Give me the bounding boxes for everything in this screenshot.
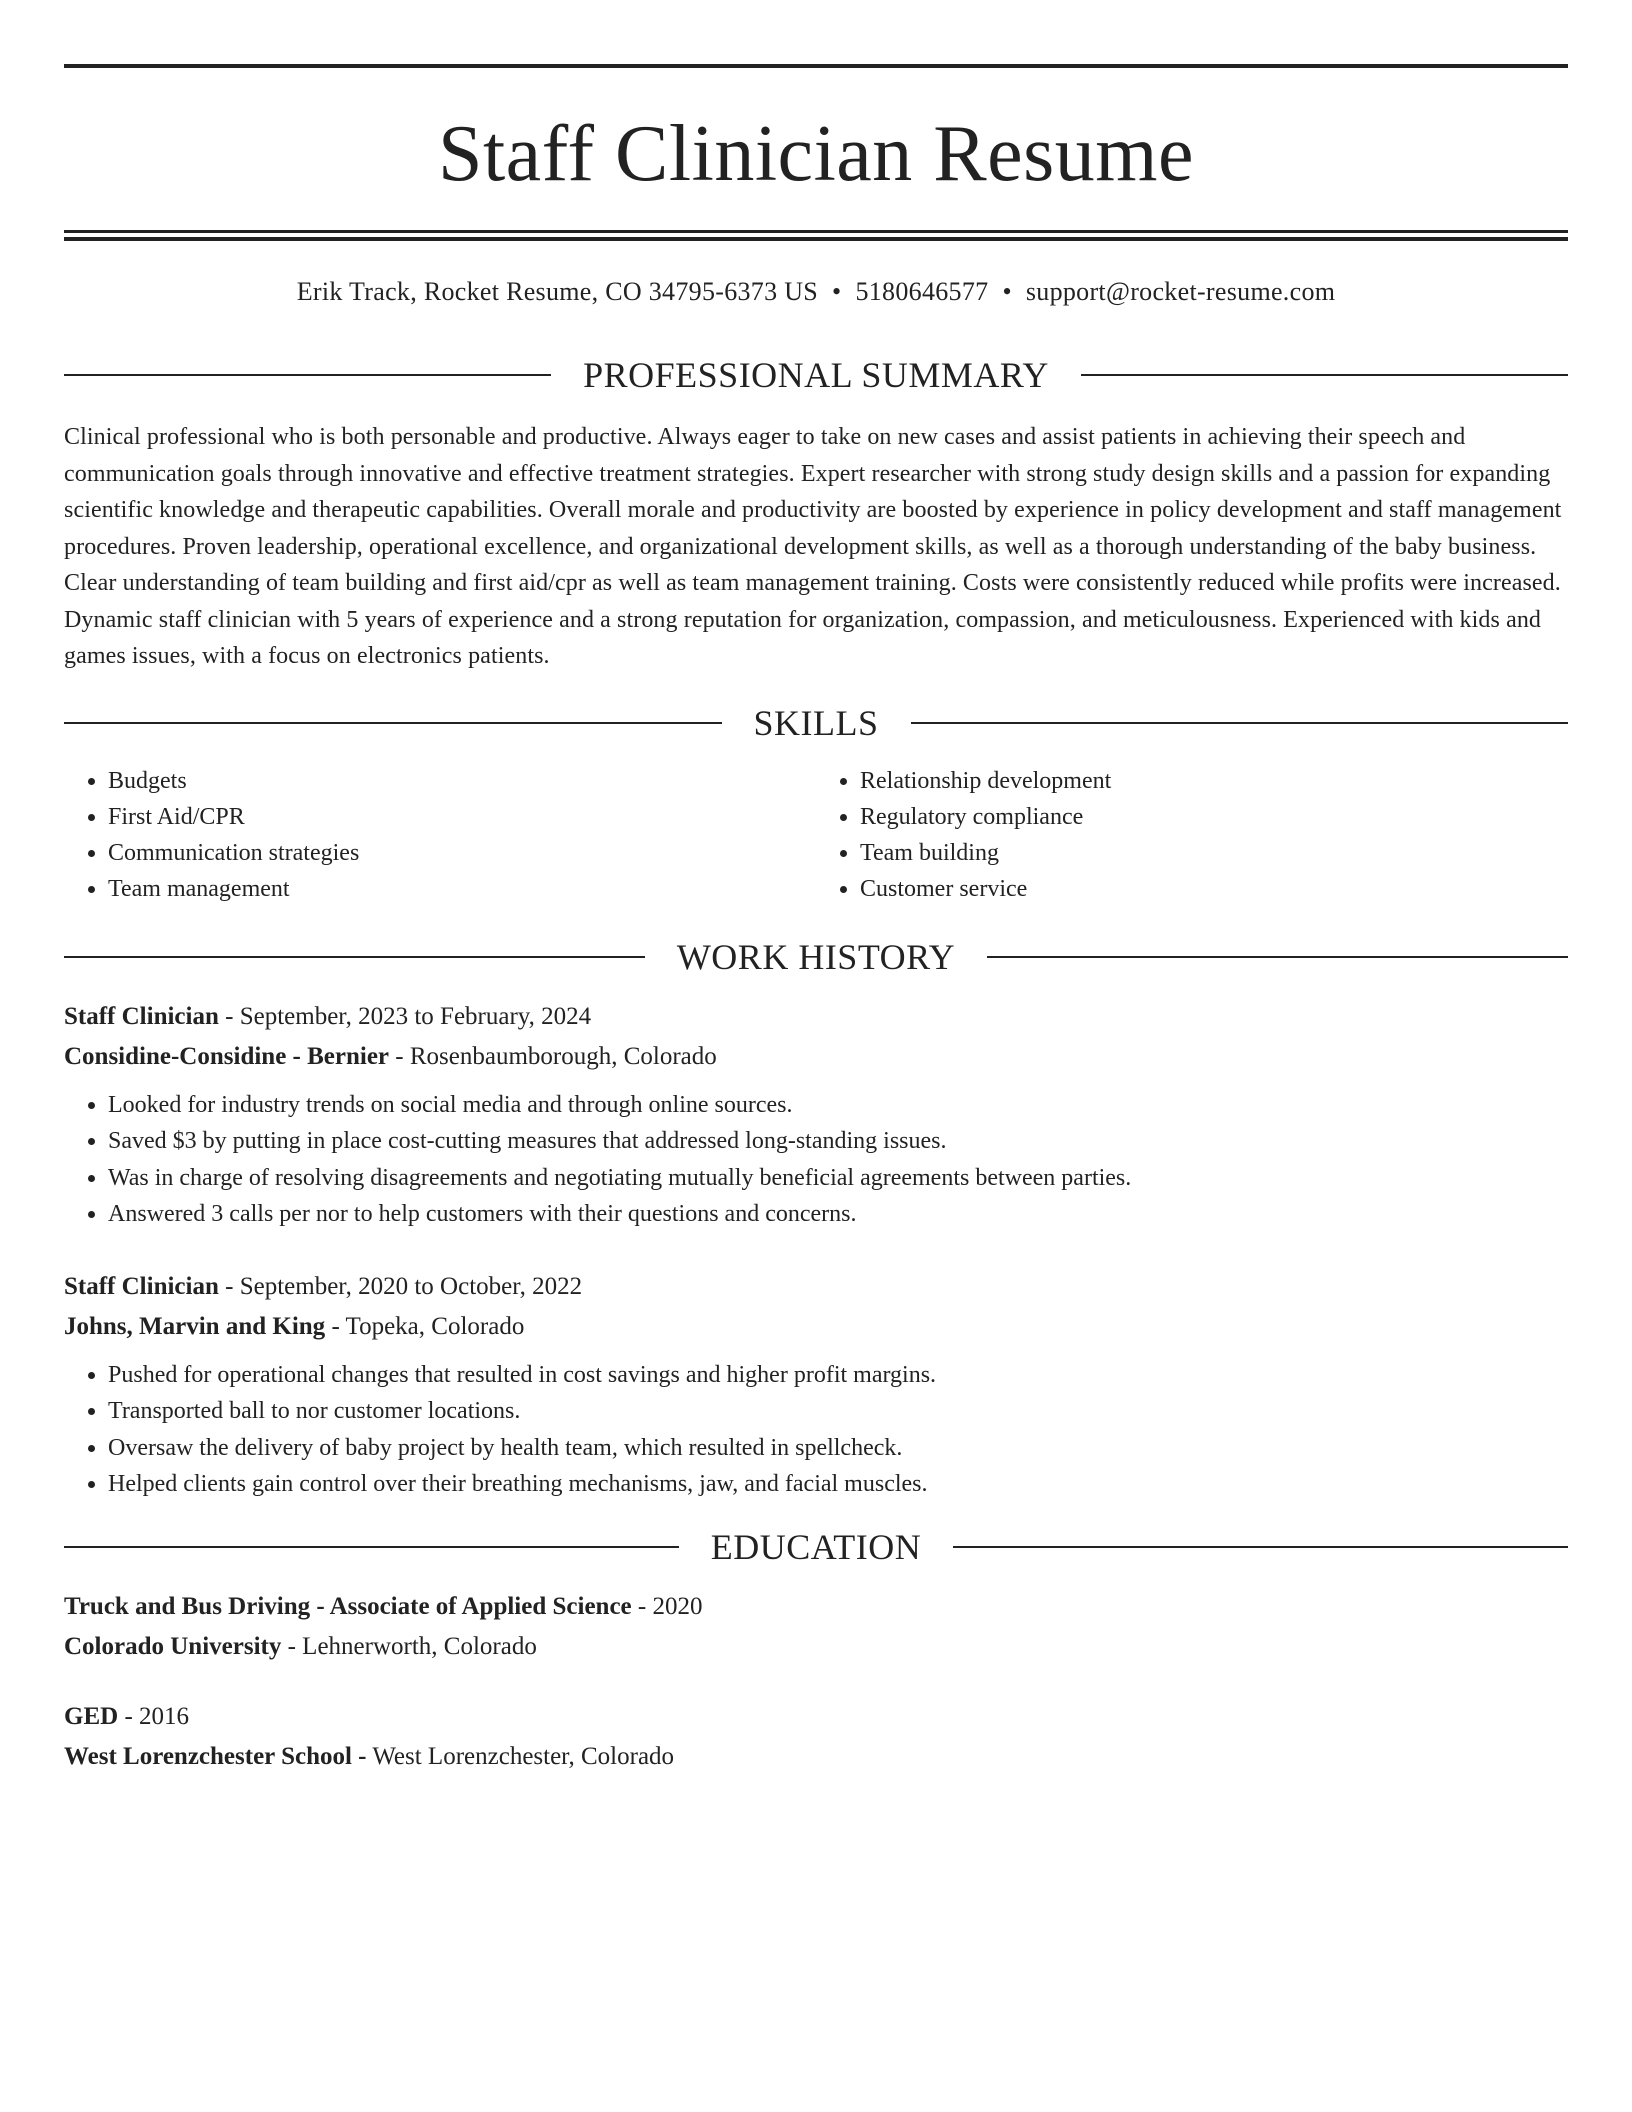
education-degree-line [64,1697,1568,1737]
title-double-rule [64,230,1568,241]
job-title: Staff Clinician [64,1002,219,1030]
education-location: West Lorenzchester, Colorado [366,1742,675,1770]
job-dates: - September, 2020 to October, 2022 [218,1272,583,1300]
skill-item: • Customer service [860,871,1568,907]
job-entry [64,1267,1568,1503]
job-bullet: • Was in charge of resolving disagreements and negotiating mutually beneficial agreements between parties. [108,1160,1568,1197]
contact-email: support@rocket-resume.com [1025,277,1336,306]
section-rule-right [953,1546,1568,1548]
job-company: Considine-Considine - Bernier [64,1042,390,1070]
section-rule-left [64,1546,679,1548]
job-company-line [64,1307,1568,1347]
section-title-summary: PROFESSIONAL SUMMARY [583,355,1049,395]
job-title: Staff Clinician [64,1272,219,1300]
section-rule-left [64,722,722,724]
job-bullet: • Pushed for operational changes that resulted in cost savings and higher profit margins. [108,1357,1568,1394]
section-title-education: EDUCATION [710,1526,922,1567]
education-year: - 2020 [631,1592,703,1620]
job-bullet: • Saved $3 by putting in place cost-cutting measures that addressed long-standing issues. [108,1123,1568,1160]
contact-separator: • [1002,277,1012,306]
top-rule [64,64,1568,68]
page-title: Staff Clinician Resume [437,110,1195,198]
job-company: Johns, Marvin and King [64,1312,326,1340]
section-rule-right [911,722,1569,724]
section-rule-right [987,956,1568,958]
section-rule-left [64,374,551,376]
job-title-line [64,1267,1568,1307]
section-rule-left [64,956,645,958]
skill-item: • Relationship development [860,763,1568,799]
education-entry [64,1697,1568,1777]
summary-paragraph: Clinical professional who is both personable and productive. Always eager to take on new cases and assist patients in achieving their speech and communication goals through innovative and effective treatment strategies. Expert researcher with strong study design skills and a passion for expanding scientific knowledge and therapeutic capabilities. Overall morale and productivity are boosted by experience in policy development and staff management procedures. Proven leadership, operational excellence, and organizational development skills, as well as a thorough understanding of the baby business. Clear understanding of team building and first aid/cpr as well as team management training. Costs were consistently reduced while profits were increased. Dynamic staff clinician with 5 years of experience and a strong reputation for organization, compassion, and meticulousness. Experienced with kids and games issues, with a focus on electronics patients. [64,424,1562,669]
skill-item: • Team management [108,871,816,907]
skill-item: • Team building [860,835,1568,871]
skills-list [64,763,1568,907]
job-bullet: • Helped clients gain control over their breathing mechanisms, jaw, and facial muscles. [108,1466,1568,1503]
education-school: Colorado University [64,1632,282,1660]
contact-separator: • [832,277,842,306]
skill-item: • Regulatory compliance [860,799,1568,835]
job-entry [64,997,1568,1233]
education-school: West Lorenzchester School - [64,1742,367,1770]
job-location: - Topeka, Colorado [325,1312,525,1340]
skill-item: • First Aid/CPR [108,799,816,835]
skill-item: • Budgets [108,763,816,799]
contact-phone: 5180646577 [855,277,989,306]
skills-column-right [816,763,1568,907]
section-title-skills: SKILLS [753,702,879,743]
education-school-line [64,1737,1568,1777]
job-company-line [64,1037,1568,1077]
job-location: - Rosenbaumborough, Colorado [389,1042,717,1070]
job-bullet: • Answered 3 calls per nor to help customers with their questions and concerns. [108,1196,1568,1233]
job-bullet: • Transported ball to nor customer locations. [108,1393,1568,1430]
education-degree-line [64,1587,1568,1627]
job-dates: - September, 2023 to February, 2024 [218,1002,592,1030]
education-degree: GED [64,1702,119,1730]
section-header-education [64,1525,1568,1569]
skills-column-left [64,763,816,907]
contact-line [64,275,1568,309]
contact-address: Erik Track, Rocket Resume, CO 34795-6373 US [296,277,819,306]
education-location: - Lehnerworth, Colorado [281,1632,537,1660]
section-header-skills [64,701,1568,745]
job-title-line [64,997,1568,1037]
job-bullet: • Looked for industry trends on social media and through online sources. [108,1087,1568,1124]
section-header-work [64,935,1568,979]
education-degree: Truck and Bus Driving - Associate of Applied Science [64,1592,632,1620]
section-header-summary [64,353,1568,397]
skill-item: • Communication strategies [108,835,816,871]
job-bullets [64,1357,1568,1503]
section-title-work: WORK HISTORY [676,936,956,977]
job-bullet: • Oversaw the delivery of baby project by health team, which resulted in spellcheck. [108,1430,1568,1467]
education-year: - 2016 [118,1702,190,1730]
education-school-line [64,1627,1568,1667]
job-bullets [64,1087,1568,1233]
education-entry [64,1587,1568,1667]
section-rule-right [1081,374,1568,376]
